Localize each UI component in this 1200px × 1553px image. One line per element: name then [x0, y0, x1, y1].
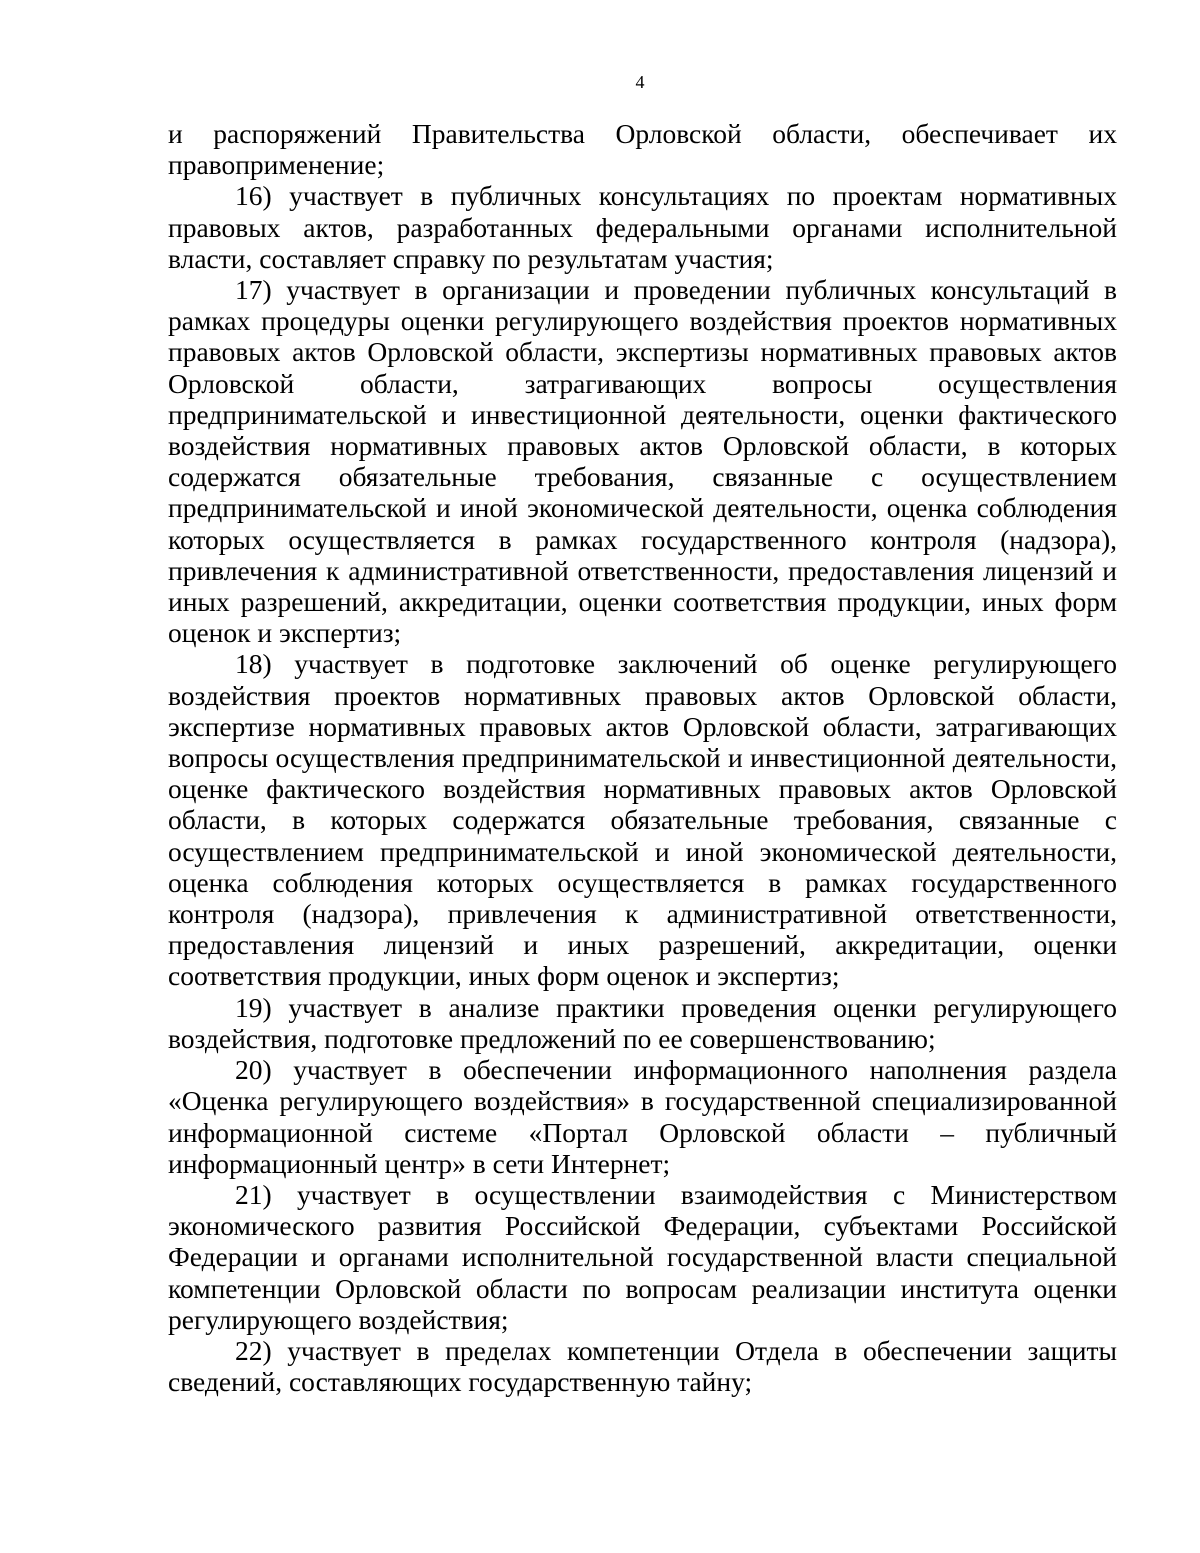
document-body [168, 118, 1117, 1397]
paragraph-item-22: 22) участвует в пределах компетенции Отдела в обеспечении защиты сведений, составляющих государственную тайну; [168, 1334, 1117, 1398]
paragraph-item-17: 17) участвует в организации и проведении публичных консультаций в рамках процедуры оценки регулирующего воздействия проектов нормативных правовых актов Орловской области, экспертизы нормативных правовых актов Орловской области, затрагивающих вопросы осуществления предпринимательской и инвестиционной деятельности, оценки фактического воздействия нормативных правовых актов Орловской области, в которых содержатся обязательные требования, связанные с осуществлением предпринимательской и иной экономической деятельности, оценка соблюдения которых осуществляется в рамках государственного контроля (надзора), привлечения к административной ответственности, предоставления лицензий и иных разрешений, аккредитации, оценки соответствия продукции, иных форм оценок и экспертиз; [168, 274, 1117, 649]
paragraph-item-21: 21) участвует в осуществлении взаимодействия с Министерством экономического развития Российской Федерации, субъектами Российской Федерации и органами исполнительной государственной власти специальной компетенции Орловской области по вопросам реализации института оценки регулирующего воздействия; [168, 1178, 1117, 1335]
paragraph-item-16: 16) участвует в публичных консультациях по проектам нормативных правовых актов, разработанных федеральными органами исполнительной власти, составляет справку по результатам участия; [168, 180, 1117, 274]
paragraph-continuation: и распоряжений Правительства Орловской области, обеспечивает их правоприменение; [168, 118, 1117, 181]
paragraph-item-20: 20) участвует в обеспечении информационного наполнения раздела «Оценка регулирующего воздействия» в государственной специализированной информационной системе «Портал Орловской области – публичный информационный центр» в сети Интернет; [168, 1054, 1117, 1179]
page-number: 4 [635, 72, 645, 92]
paragraph-item-18: 18) участвует в подготовке заключений об оценке регулирующего воздействия проектов нормативных правовых актов Орловской области, экспертизе нормативных правовых актов Орловской области, затрагивающих вопросы осуществления предпринимательской и инвестиционной деятельности, оценке фактического воздействия нормативных правовых актов Орловской области, в которых содержатся обязательные требования, связанные с осуществлением предпринимательской и иной экономической деятельности, оценка соблюдения которых осуществляется в рамках государственного контроля (надзора), привлечения к административной ответственности, предоставления лицензий и иных разрешений, аккредитации, оценки соответствия продукции, иных форм оценок и экспертиз; [168, 648, 1117, 992]
paragraph-item-19: 19) участвует в анализе практики проведения оценки регулирующего воздействия, подготовке предложений по ее совершенствованию; [168, 991, 1117, 1054]
